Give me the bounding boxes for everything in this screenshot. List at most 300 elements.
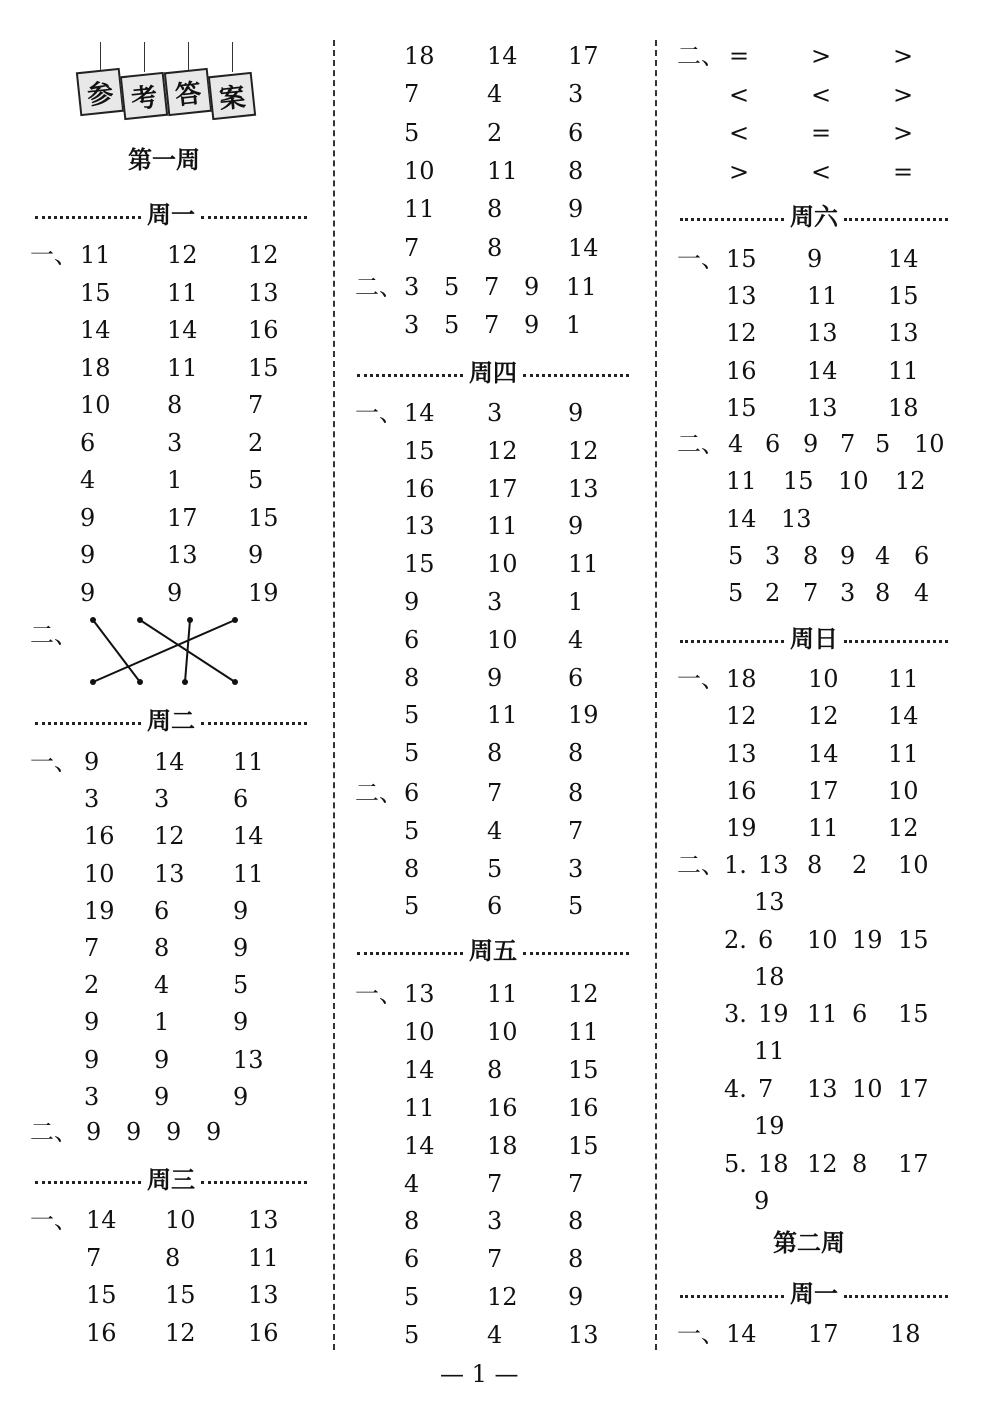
answer-value: 9 bbox=[248, 541, 264, 569]
answer-value: 13 bbox=[167, 541, 198, 569]
answer-value: 6 bbox=[568, 663, 584, 692]
answer-value: 7 bbox=[84, 934, 100, 962]
answer-value: 3 bbox=[487, 1207, 503, 1236]
answer-value: 13 bbox=[248, 1281, 279, 1309]
answer-value: 11 bbox=[487, 156, 518, 185]
day-heading: 周一 bbox=[790, 1279, 838, 1308]
part-label: 二、 bbox=[355, 273, 403, 301]
day-heading: 周三 bbox=[147, 1165, 195, 1194]
answer-value: 15 bbox=[248, 353, 279, 382]
answer-value: 11 bbox=[80, 241, 111, 269]
answer-value: 12 bbox=[726, 319, 757, 348]
answer-value: 14 bbox=[568, 233, 599, 262]
part-label: 一、 bbox=[677, 665, 725, 693]
answer-value: 3 bbox=[568, 80, 584, 109]
day-heading: 周日 bbox=[790, 624, 838, 653]
answer-value: 13 bbox=[754, 888, 785, 916]
answer-value: 18 bbox=[80, 353, 111, 382]
answer-value: 11 bbox=[487, 980, 518, 1008]
answer-value: 6 bbox=[404, 779, 420, 807]
answer-value: 8 bbox=[568, 1245, 584, 1274]
answer-value: 8 bbox=[154, 934, 170, 962]
day-divider bbox=[35, 198, 307, 229]
answer-value: 9 bbox=[80, 503, 96, 532]
answer-value: 11 bbox=[888, 356, 919, 385]
answer-value: 8 bbox=[404, 663, 420, 692]
answer-value: 8 bbox=[807, 851, 823, 879]
answer-value: 13 bbox=[404, 980, 435, 1008]
answer-value: 1 bbox=[167, 466, 183, 494]
answer-value: 17 bbox=[568, 42, 599, 70]
question-number: 2. bbox=[724, 925, 747, 954]
answer-value: 2 bbox=[852, 851, 868, 879]
day-divider bbox=[680, 1277, 948, 1308]
answer-value: 8 bbox=[568, 739, 584, 768]
answer-value: 15 bbox=[783, 467, 814, 496]
answer-value: 14 bbox=[487, 42, 518, 70]
hanging-string bbox=[100, 42, 101, 72]
answer-value: 13 bbox=[726, 282, 757, 311]
answer-value: 16 bbox=[248, 316, 279, 344]
answer-value: 17 bbox=[808, 776, 839, 805]
answer-value: 9 bbox=[167, 578, 183, 607]
question-number: 1. bbox=[724, 851, 747, 879]
answer-value: 1 bbox=[568, 588, 584, 616]
answer-value: 11 bbox=[888, 665, 919, 693]
answer-value: 10 bbox=[487, 1017, 518, 1046]
answer-value: 7 bbox=[487, 1169, 503, 1198]
question-number: 4. bbox=[724, 1075, 747, 1104]
answer-value: 14 bbox=[888, 245, 919, 273]
answer-value: 6 bbox=[568, 118, 584, 147]
answer-value: 2 bbox=[765, 579, 781, 608]
answer-value: 11 bbox=[808, 814, 839, 843]
answer-value: = bbox=[893, 157, 914, 186]
answer-value: 9 bbox=[568, 399, 584, 427]
answer-value: 7 bbox=[86, 1243, 102, 1272]
day-divider bbox=[35, 1163, 307, 1194]
answer-value: 9 bbox=[154, 1082, 170, 1111]
answer-value: 14 bbox=[154, 748, 185, 776]
answer-value: 9 bbox=[126, 1118, 142, 1146]
answer-value: > bbox=[729, 157, 750, 186]
answer-value: 11 bbox=[807, 282, 838, 311]
answer-value: 3 bbox=[487, 399, 503, 427]
answer-value: 7 bbox=[568, 1169, 584, 1198]
part-label: 一、 bbox=[30, 241, 78, 269]
part-label: 二、 bbox=[677, 430, 725, 458]
answer-value: 16 bbox=[86, 1318, 117, 1347]
answer-value: 4 bbox=[154, 971, 170, 1000]
answer-value: 7 bbox=[404, 233, 420, 262]
answer-value: 5 bbox=[248, 466, 264, 494]
answer-value: 13 bbox=[758, 851, 789, 879]
answer-value: 11 bbox=[233, 859, 264, 888]
answer-value: 8 bbox=[803, 541, 819, 570]
answer-value: 14 bbox=[808, 739, 839, 768]
answer-value: 9 bbox=[487, 663, 503, 692]
answer-value: 5 bbox=[444, 311, 460, 339]
answer-value: 7 bbox=[840, 430, 856, 458]
part-label: 一、 bbox=[677, 1320, 725, 1348]
answer-value: 11 bbox=[568, 550, 599, 579]
answer-value: 9 bbox=[233, 1008, 249, 1037]
part-label: 二、 bbox=[355, 779, 403, 807]
answer-value: 19 bbox=[754, 1112, 785, 1141]
match-dot bbox=[232, 679, 238, 685]
part-label: 二、 bbox=[30, 1118, 78, 1146]
answer-value: 8 bbox=[852, 1149, 868, 1178]
answer-value: 5 bbox=[728, 579, 744, 608]
answer-value: 11 bbox=[487, 512, 518, 541]
answer-value: 4 bbox=[914, 579, 930, 608]
question-number: 5. bbox=[724, 1149, 747, 1178]
answer-value: 16 bbox=[568, 1093, 599, 1122]
answer-value: 5 bbox=[404, 118, 420, 147]
answer-value: 12 bbox=[487, 436, 518, 465]
answer-value: 9 bbox=[166, 1118, 182, 1146]
answer-value: 6 bbox=[487, 892, 503, 921]
answer-value: 4 bbox=[487, 816, 503, 845]
answer-value: 15 bbox=[898, 1000, 929, 1029]
answer-value: 6 bbox=[758, 925, 774, 954]
answer-value: 7 bbox=[487, 779, 503, 807]
hanging-string bbox=[144, 42, 145, 72]
answer-value: 10 bbox=[808, 665, 839, 693]
answer-value: 10 bbox=[487, 625, 518, 654]
answer-value: 3 bbox=[404, 273, 420, 301]
answer-value: 7 bbox=[248, 391, 264, 419]
answer-value: 3 bbox=[765, 541, 781, 570]
title-char-box: 案 bbox=[208, 72, 256, 120]
match-dot bbox=[187, 617, 193, 623]
answer-value: 13 bbox=[404, 512, 435, 541]
answer-value: 6 bbox=[154, 896, 170, 925]
answer-value: 16 bbox=[726, 356, 757, 385]
answer-value: 5 bbox=[875, 430, 891, 458]
answer-value: 7 bbox=[758, 1075, 774, 1104]
answer-value: 17 bbox=[808, 1320, 839, 1348]
part-label: 一、 bbox=[30, 748, 78, 776]
answer-value: 9 bbox=[840, 541, 856, 570]
answer-value: 13 bbox=[248, 1206, 279, 1234]
answer-value: 9 bbox=[524, 273, 540, 301]
answer-value: 3 bbox=[154, 785, 170, 814]
answer-value: 7 bbox=[484, 273, 500, 301]
answer-value: 12 bbox=[726, 702, 757, 731]
answer-value: 16 bbox=[726, 776, 757, 805]
answer-value: 12 bbox=[807, 1149, 838, 1178]
answer-value: 7 bbox=[404, 80, 420, 109]
answer-value: 15 bbox=[568, 1131, 599, 1160]
answer-value: < bbox=[729, 119, 750, 147]
answer-value: 14 bbox=[888, 702, 919, 731]
answer-value: 14 bbox=[404, 399, 435, 427]
answer-value: 6 bbox=[233, 785, 249, 814]
answer-value: 8 bbox=[165, 1243, 181, 1272]
answer-value: 3 bbox=[84, 785, 100, 814]
day-heading: 周二 bbox=[147, 706, 195, 735]
answer-value: 9 bbox=[80, 541, 96, 569]
answer-value: 12 bbox=[808, 702, 839, 731]
answer-value: 12 bbox=[487, 1283, 518, 1312]
answer-value: 4 bbox=[875, 541, 891, 570]
answer-value: 10 bbox=[84, 859, 115, 888]
day-heading: 周六 bbox=[790, 202, 838, 231]
answer-value: 9 bbox=[807, 245, 823, 273]
answer-value: 3 bbox=[840, 579, 856, 608]
answer-value: 9 bbox=[80, 578, 96, 607]
answer-value: < bbox=[729, 80, 750, 109]
part-label: 一、 bbox=[30, 1206, 78, 1234]
answer-value: 9 bbox=[754, 1186, 770, 1215]
answer-value: 10 bbox=[888, 776, 919, 805]
answer-value: 13 bbox=[568, 474, 599, 503]
day-divider bbox=[357, 356, 629, 387]
answer-value: 4 bbox=[568, 625, 584, 654]
answer-value: 12 bbox=[248, 241, 279, 269]
answer-value: 15 bbox=[86, 1281, 117, 1309]
answer-value: 9 bbox=[568, 195, 584, 224]
answer-value: 9 bbox=[206, 1118, 222, 1146]
answer-value: 11 bbox=[807, 1000, 838, 1029]
answer-value: 10 bbox=[404, 156, 435, 185]
answer-value: 14 bbox=[726, 1320, 757, 1348]
day-heading: 周一 bbox=[147, 200, 195, 229]
answer-value: 17 bbox=[898, 1075, 929, 1104]
answer-value: 9 bbox=[803, 430, 819, 458]
answer-value: 11 bbox=[726, 467, 757, 496]
answer-value: 15 bbox=[726, 245, 757, 273]
answer-value: 3 bbox=[167, 428, 183, 457]
part-label: 一、 bbox=[677, 245, 725, 273]
answer-value: 9 bbox=[524, 311, 540, 339]
answer-value: 14 bbox=[807, 356, 838, 385]
answer-value: = bbox=[811, 119, 832, 147]
answer-value: 15 bbox=[898, 925, 929, 954]
answer-value: 11 bbox=[167, 353, 198, 382]
answer-value: 4 bbox=[404, 1169, 420, 1198]
answer-value: < bbox=[811, 157, 832, 186]
answer-value: 3 bbox=[568, 854, 584, 883]
day-divider bbox=[35, 704, 307, 735]
answer-value: 18 bbox=[487, 1131, 518, 1160]
answer-value: 5 bbox=[404, 701, 420, 730]
answer-value: 14 bbox=[80, 316, 111, 344]
answer-value: 15 bbox=[248, 503, 279, 532]
matching-lines-diagram bbox=[85, 612, 255, 692]
match-dot bbox=[137, 617, 143, 623]
answer-value: 10 bbox=[898, 851, 929, 879]
answer-value: 13 bbox=[568, 1321, 599, 1350]
answer-value: 5 bbox=[404, 892, 420, 921]
answer-value: 8 bbox=[487, 195, 503, 224]
answer-value: 12 bbox=[568, 436, 599, 465]
answer-value: 15 bbox=[568, 1055, 599, 1084]
day-divider bbox=[357, 934, 629, 965]
match-dot bbox=[90, 617, 96, 623]
answer-value: 8 bbox=[568, 156, 584, 185]
answer-value: 13 bbox=[807, 393, 838, 422]
answer-value: 14 bbox=[233, 822, 264, 851]
answer-value: 8 bbox=[875, 579, 891, 608]
answer-value: 5 bbox=[444, 273, 460, 301]
answer-value: 18 bbox=[758, 1149, 789, 1178]
answer-value: > bbox=[893, 42, 914, 70]
answer-value: 15 bbox=[726, 393, 757, 422]
answer-value: 8 bbox=[487, 1055, 503, 1084]
answer-value: 13 bbox=[781, 504, 812, 533]
answer-value: 11 bbox=[404, 1093, 435, 1122]
answer-value: 9 bbox=[84, 1045, 100, 1074]
day-heading: 周四 bbox=[469, 358, 517, 387]
answer-value: 19 bbox=[758, 1000, 789, 1029]
answer-value: 13 bbox=[807, 319, 838, 348]
answer-value: 2 bbox=[487, 118, 503, 147]
answer-value: 8 bbox=[167, 391, 183, 419]
answer-value: 19 bbox=[84, 896, 115, 925]
answer-value: > bbox=[811, 42, 832, 70]
answer-value: 14 bbox=[404, 1131, 435, 1160]
answer-value: 17 bbox=[167, 503, 198, 532]
answer-value: 11 bbox=[566, 273, 597, 301]
column-divider bbox=[655, 40, 657, 1350]
answer-value: 10 bbox=[165, 1206, 196, 1234]
answer-value: 8 bbox=[404, 854, 420, 883]
answer-value: 11 bbox=[248, 1243, 279, 1272]
answer-value: 19 bbox=[568, 701, 599, 730]
answer-value: 3 bbox=[487, 588, 503, 616]
match-dot bbox=[232, 617, 238, 623]
answer-value: 13 bbox=[807, 1075, 838, 1104]
answer-value: 11 bbox=[233, 748, 264, 776]
answer-value: 17 bbox=[898, 1149, 929, 1178]
answer-value: 5 bbox=[487, 854, 503, 883]
answer-value: 8 bbox=[487, 739, 503, 768]
answer-value: 12 bbox=[167, 241, 198, 269]
part-label: 一、 bbox=[355, 399, 403, 427]
answer-value: 12 bbox=[568, 980, 599, 1008]
answer-value: 6 bbox=[914, 541, 930, 570]
answer-value: 11 bbox=[404, 195, 435, 224]
answer-value: 3 bbox=[84, 1082, 100, 1111]
answer-value: 14 bbox=[726, 504, 757, 533]
answer-value: 4 bbox=[80, 466, 96, 494]
answer-value: 7 bbox=[568, 816, 584, 845]
answer-value: 15 bbox=[165, 1281, 196, 1309]
answer-value: 19 bbox=[852, 925, 883, 954]
answer-value: 1 bbox=[566, 311, 582, 339]
answer-value: 18 bbox=[726, 665, 757, 693]
title-char-box: 参 bbox=[76, 68, 124, 116]
answer-value: 10 bbox=[404, 1017, 435, 1046]
answer-value: 13 bbox=[248, 278, 279, 307]
hanging-string bbox=[188, 42, 189, 72]
answer-value: 5 bbox=[404, 739, 420, 768]
answer-value: 6 bbox=[404, 625, 420, 654]
part-label: 二、 bbox=[677, 851, 725, 879]
answer-value: 1 bbox=[154, 1008, 170, 1037]
answer-value: 11 bbox=[754, 1037, 785, 1066]
match-dot bbox=[137, 679, 143, 685]
answer-value: 2 bbox=[84, 971, 100, 1000]
answer-value: 13 bbox=[233, 1045, 264, 1074]
day-divider bbox=[680, 622, 948, 653]
week-heading: 第二周 bbox=[773, 1229, 845, 1257]
answer-value: 4 bbox=[487, 80, 503, 109]
answer-value: 12 bbox=[165, 1318, 196, 1347]
answer-value: 18 bbox=[888, 393, 919, 422]
hanging-string bbox=[232, 42, 233, 72]
answer-value: 7 bbox=[484, 311, 500, 339]
answer-value: 16 bbox=[404, 474, 435, 503]
answer-value: 12 bbox=[154, 822, 185, 851]
answer-value: 9 bbox=[404, 588, 420, 616]
answer-value: 16 bbox=[487, 1093, 518, 1122]
match-line bbox=[93, 620, 235, 682]
answer-value: 13 bbox=[154, 859, 185, 888]
answer-value: 16 bbox=[84, 822, 115, 851]
answer-value: 17 bbox=[487, 474, 518, 503]
answer-value: 19 bbox=[248, 578, 279, 607]
answer-value: 7 bbox=[803, 579, 819, 608]
answer-value: 7 bbox=[487, 1245, 503, 1274]
answer-value: 3 bbox=[404, 311, 420, 339]
answer-value: 9 bbox=[233, 1082, 249, 1111]
answer-value: 18 bbox=[890, 1320, 921, 1348]
answer-value: 6 bbox=[765, 430, 781, 458]
match-dot bbox=[182, 679, 188, 685]
answer-value: 18 bbox=[754, 962, 785, 991]
answer-value: 10 bbox=[487, 550, 518, 579]
answer-value: 11 bbox=[568, 1017, 599, 1046]
answer-value: 8 bbox=[487, 233, 503, 262]
answer-value: 10 bbox=[914, 430, 945, 458]
part-label: 一、 bbox=[355, 980, 403, 1008]
answer-value: 5 bbox=[404, 1321, 420, 1350]
answer-value: 10 bbox=[807, 925, 838, 954]
title-char-box: 答 bbox=[164, 68, 212, 116]
answer-value: 13 bbox=[888, 319, 919, 348]
match-dot bbox=[90, 679, 96, 685]
answer-value: > bbox=[893, 80, 914, 109]
answer-value: 6 bbox=[80, 428, 96, 457]
answer-value: 5 bbox=[404, 1283, 420, 1312]
answer-value: 9 bbox=[233, 896, 249, 925]
answer-value: 14 bbox=[167, 316, 198, 344]
answer-value: 5 bbox=[404, 816, 420, 845]
week-heading: 第一周 bbox=[128, 146, 200, 174]
answer-value: 5 bbox=[233, 971, 249, 1000]
answer-value: 11 bbox=[167, 278, 198, 307]
answer-value: 8 bbox=[404, 1207, 420, 1236]
answer-value: 10 bbox=[852, 1075, 883, 1104]
part-label: 二、 bbox=[677, 42, 725, 70]
answer-value: < bbox=[811, 80, 832, 109]
answer-value: 5 bbox=[728, 541, 744, 570]
answer-value: > bbox=[893, 119, 914, 147]
column-divider bbox=[333, 40, 335, 1350]
answer-value: 15 bbox=[404, 436, 435, 465]
answer-value: 11 bbox=[487, 701, 518, 730]
answer-value: 14 bbox=[86, 1206, 117, 1234]
answer-value: 15 bbox=[404, 550, 435, 579]
answer-value: 14 bbox=[404, 1055, 435, 1084]
answer-value: 4 bbox=[728, 430, 744, 458]
answer-value: 8 bbox=[568, 779, 584, 807]
part-label: 二、 bbox=[30, 621, 78, 649]
answer-value: 13 bbox=[726, 739, 757, 768]
